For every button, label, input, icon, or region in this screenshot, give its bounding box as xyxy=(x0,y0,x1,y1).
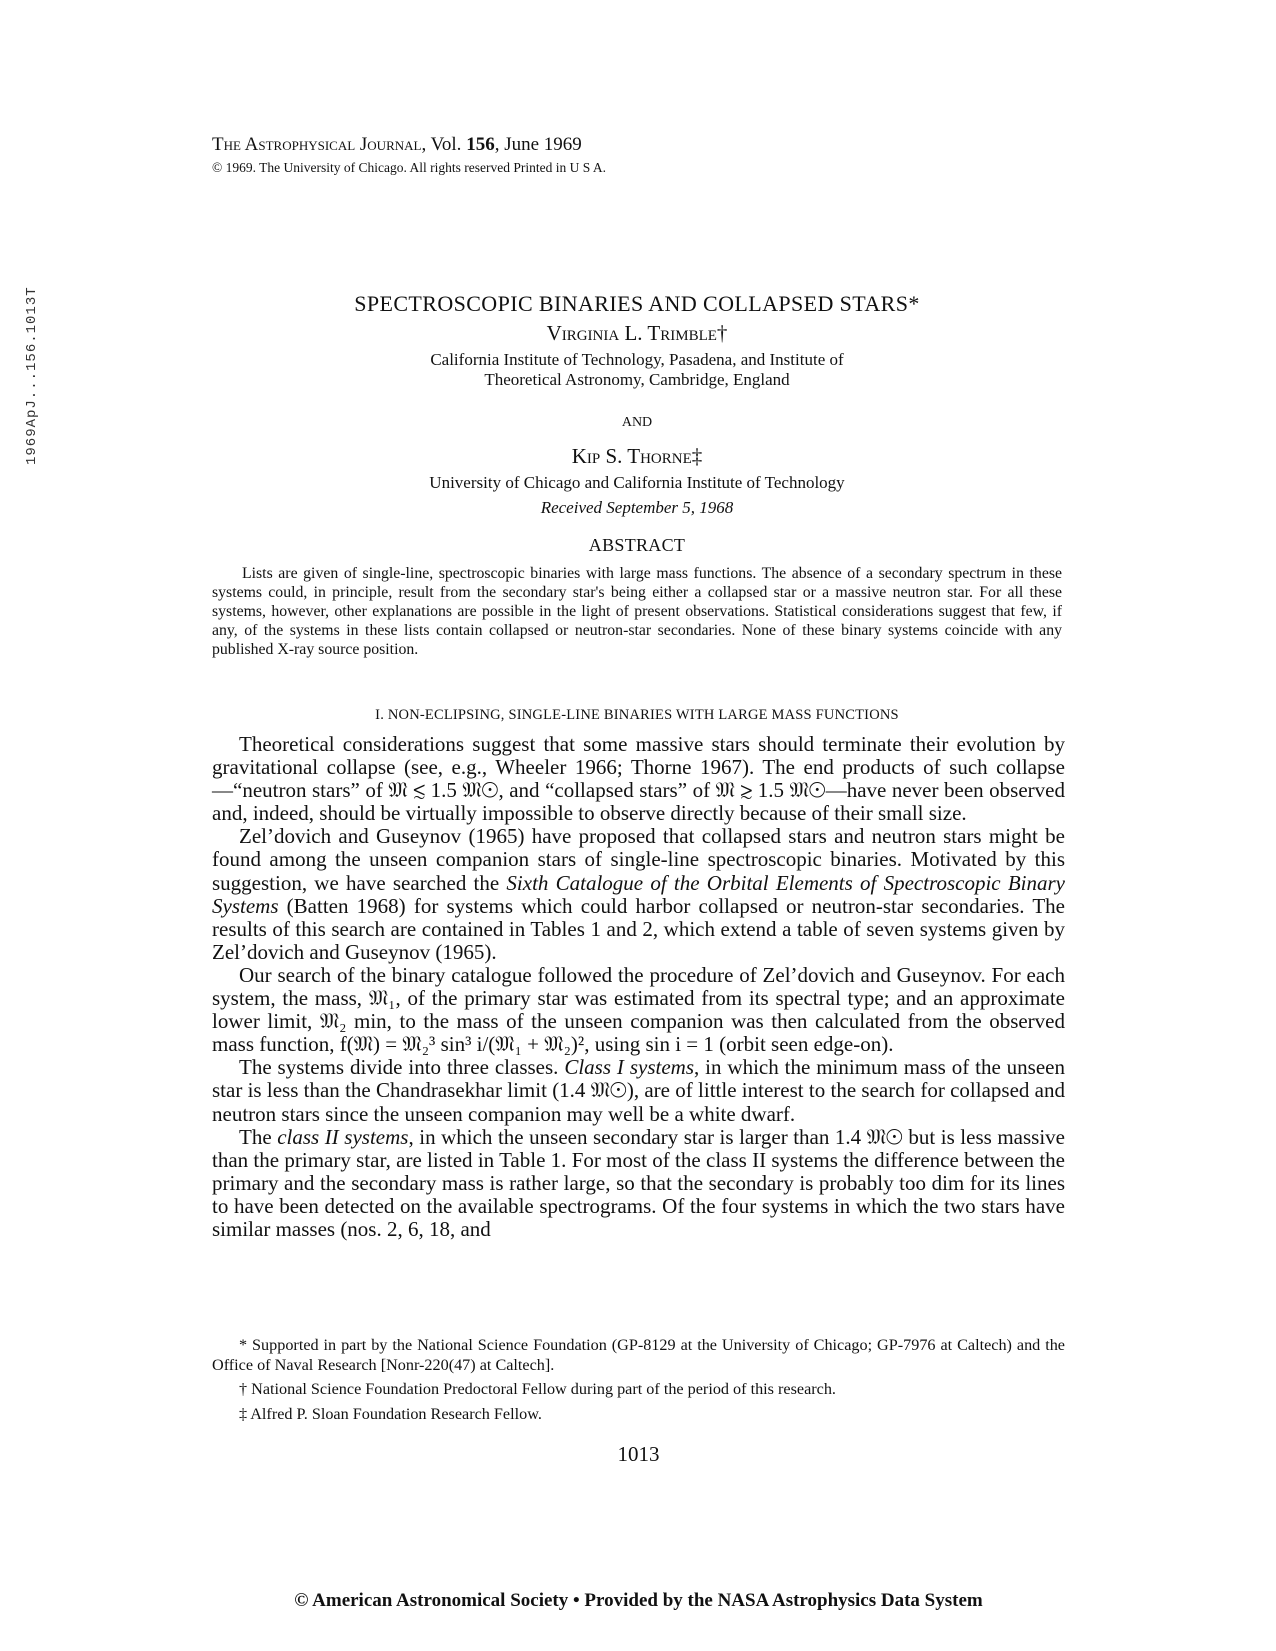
received-date: Received September 5, 1968 xyxy=(540,498,734,517)
author-name-1: Virginia L. Trimble† xyxy=(546,321,728,345)
affiliation-line: University of Chicago and California Institute of Technology xyxy=(429,473,845,492)
bibcode-margin xyxy=(24,265,48,485)
ads-footer: © American Astronomical Society • Provided by the NASA Astrophysics Data System xyxy=(294,1590,983,1611)
journal-citation xyxy=(212,134,1062,156)
paragraph: Our search of the binary catalogue followed the procedure of Zel’dovich and Guseynov. For each system, the mass, 𝔐₁, of the primary star was estimated from its spectral type; and an approximate lower limit, 𝔐₂ min, to the mass of the unseen companion was then calculated from the observed mass function, f(𝔐) = 𝔐₂³ sin³ i/(𝔐₁ + 𝔐₂)², using sin i = 1 (orbit seen edge-on). xyxy=(212,962,1065,1057)
paragraph: Theoretical considerations suggest that some massive stars should terminate their evolution by gravitational collapse (see, e.g., Wheeler 1966; Thorne 1967). The end products of such collapse—“neutron stars” of 𝔐 ≲ 1.5 𝔐☉, and “collapsed stars” of 𝔐 ≳ 1.5 𝔐☉—have never been observed and, indeed, should be virtually impossible to observe directly because of their small size. xyxy=(212,732,1065,826)
class-one-term: Class I systems xyxy=(564,1055,694,1080)
bibcode-text: 1969ApJ...156.1013T xyxy=(24,286,40,465)
catalogue-title: Sixth Catalogue of the Orbital Elements of Spectroscopic Binary Systems xyxy=(212,870,1065,918)
abstract-text: Lists are given of single-line, spectroscopic binaries with large mass functions. The absence of a secondary spectrum in these systems could, in principle, result from the secondary star's being either a collapsed star or a massive neutron star. For all these systems, however, other explanations are possible in the light of present observations. Statistical considerations suggest that few, if any, of the systems in these lists contain collapsed or neutron-star secondaries. None of these binary systems coincide with any published X-ray source position. xyxy=(212,565,1062,658)
author-affiliation-1 xyxy=(212,350,1062,390)
page-number: 1013 xyxy=(617,1442,660,1466)
paragraph: Zel’dovich and Guseynov (1965) have proposed that collapsed stars and neutron stars might be found among the unseen companion stars of single-line spectroscopic binaries. Motivated by this suggestion, we have searched the Sixth Catalogue of the Orbital Elements of Spectroscopic Binary Systems (Batten 1968) for systems which could harbor collapsed or neutron-star secondaries. The results of this search are contained in Tables 1 and 2, which extend a table of seven systems given by Zel’dovich and Guseynov (1965). xyxy=(212,824,1065,964)
copyright-notice: © 1969. The University of Chicago. All rights reserved Printed in U S A. xyxy=(212,160,606,175)
affiliation-line: Theoretical Astronomy, Cambridge, England xyxy=(484,370,790,389)
paragraph: The systems divide into three classes. Class I systems, in which the minimum mass of the unseen star is less than the Chandrasekhar limit (1.4 𝔐☉), are of little interest to the search for collapsed and neutron stars since the unseen companion may well be a white dwarf. xyxy=(212,1055,1065,1126)
affiliation-line: California Institute of Technology, Pasadena, and Institute of xyxy=(430,350,844,369)
footnote: † National Science Foundation Predoctoral Fellow during part of the period of this research. xyxy=(239,1380,836,1398)
footnote: * Supported in part by the National Science Foundation (GP-8129 at the University of Chicago; GP-7976 at Caltech) and the Office of Naval Research [Nonr-220(47) at Caltech]. xyxy=(212,1336,1065,1374)
author-name-2: Kip S. Thorne‡ xyxy=(571,444,703,468)
abstract-heading: ABSTRACT xyxy=(588,535,686,555)
footnote: ‡ Alfred P. Sloan Foundation Research Fellow. xyxy=(239,1404,542,1423)
body-text xyxy=(212,733,1065,1241)
class-two-term: class II systems xyxy=(277,1124,409,1149)
paragraph: The class II systems, in which the unseen secondary star is larger than 1.4 𝔐☉ but is less massive than the primary star, are listed in Table 1. For most of the class II systems the difference between the primary and the secondary mass is rather large, so that the secondary is probably too dim for its lines to have been detected on the available spectrograms. Of the four systems in which the two stars have similar masses (nos. 2, 6, 18, and xyxy=(212,1124,1065,1241)
journal-name: The Astrophysical Journal xyxy=(212,134,422,155)
section-heading: I. NON-ECLIPSING, SINGLE-LINE BINARIES WITH LARGE MASS FUNCTIONS xyxy=(375,707,899,723)
and-separator: AND xyxy=(621,415,653,430)
paper-title: SPECTROSCOPIC BINARIES AND COLLAPSED STARS* xyxy=(354,291,920,316)
author-affiliation-2 xyxy=(212,473,1062,493)
vol-prefix: , Vol. xyxy=(421,134,467,155)
journal-volume: 156 xyxy=(466,134,495,155)
journal-header xyxy=(212,134,1062,178)
footnotes xyxy=(212,1336,1065,1429)
journal-date: , June 1969 xyxy=(494,134,582,155)
